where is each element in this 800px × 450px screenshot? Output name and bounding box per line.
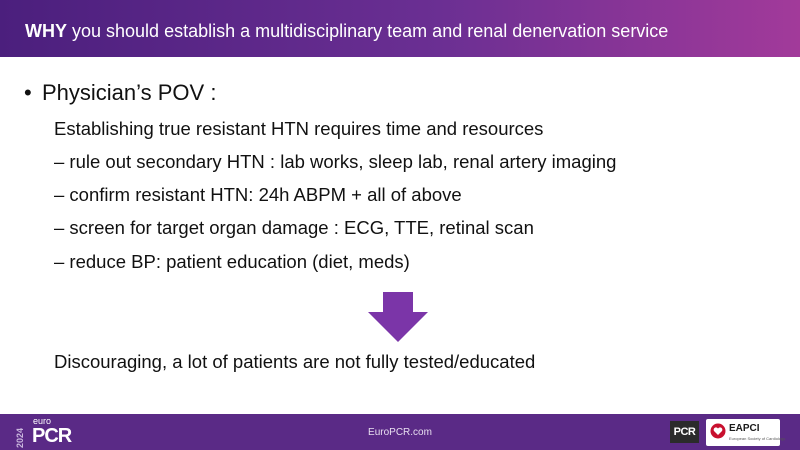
eapci-logo (706, 419, 786, 446)
body-line-5: – reduce BP: patient education (diet, meds) (54, 251, 410, 272)
pcr-badge: PCR (670, 421, 699, 443)
title-bold: WHY (25, 21, 67, 41)
body-line-1: Establishing true resistant HTN requires time and resources (54, 118, 544, 139)
title-rest: you should establish a multidisciplinary team and renal denervation service (67, 21, 669, 41)
slide-header (0, 0, 800, 57)
eapci-subtitle: European Society of Cardiology (729, 436, 786, 441)
bullet-heading (24, 80, 216, 106)
svg-text:2024: 2024 (15, 427, 25, 448)
conclusion-text: Discouraging, a lot of patients are not fully tested/educated (54, 351, 536, 372)
eapci-label: EAPCI (729, 423, 760, 434)
down-arrow-icon (368, 292, 428, 342)
europcr-logo: PCR (32, 425, 72, 447)
body-line-2: – rule out secondary HTN : lab works, sleep lab, renal artery imaging (54, 151, 617, 172)
bullet-text: Physician’s POV : (42, 80, 217, 105)
body-line-4: – screen for target organ damage : ECG, TTE, retinal scan (54, 217, 534, 238)
footer-url: EuroPCR.com (368, 427, 432, 438)
logo-euro: euro (33, 416, 52, 426)
bullet-dot: • (24, 80, 32, 105)
body-line-3: – confirm resistant HTN: 24h ABPM + all of above (54, 184, 462, 205)
slide-title (25, 21, 668, 42)
heart-icon (710, 423, 726, 439)
